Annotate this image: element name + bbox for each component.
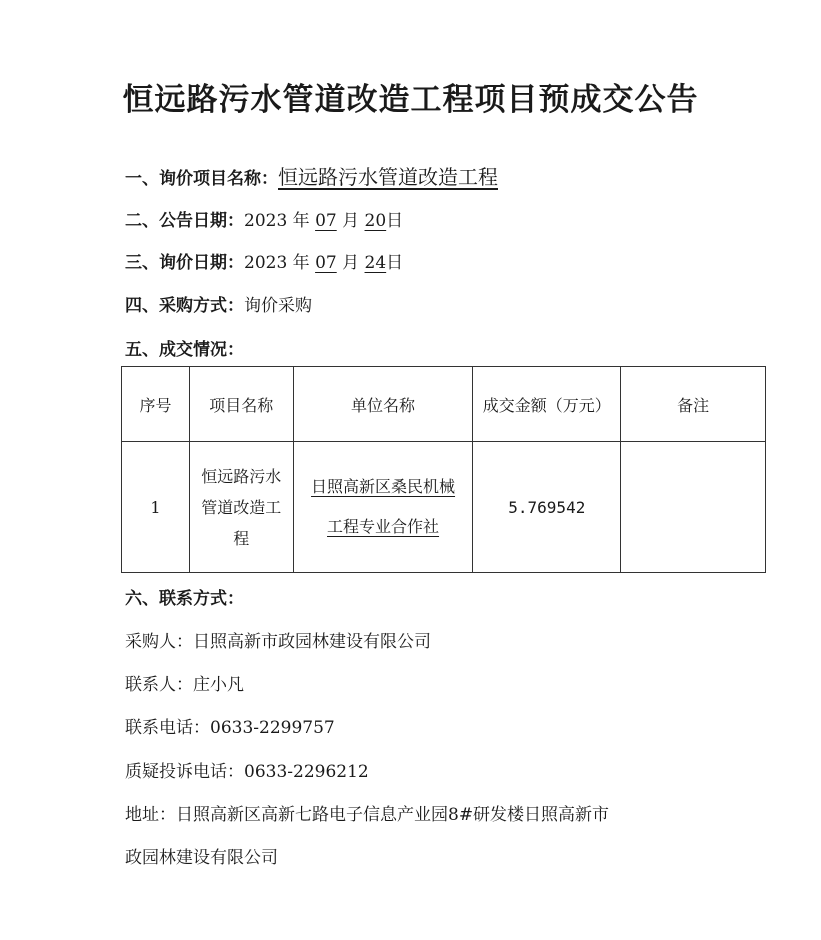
inquiry-date-line [125, 248, 403, 273]
page-title: 恒远路污水管道改造工程项目预成交公告 [122, 82, 699, 118]
procurement-method-value: 询价采购 [244, 296, 312, 316]
month-char: 月 [342, 253, 360, 273]
announce-year: 2023 [244, 211, 288, 231]
announce-date-label: 二、公告日期： [125, 211, 244, 231]
buyer-line: 采购人：日照高新市政园林建设有限公司 [125, 632, 431, 652]
header-unit: 单位名称 [293, 367, 473, 442]
cell-note [621, 442, 766, 573]
day-char: 日 [386, 253, 404, 273]
inquiry-day: 24 [364, 253, 387, 273]
result-table [121, 366, 766, 573]
procurement-method-label: 四、采购方式： [125, 296, 244, 316]
contact-person-line: 联系人：庄小凡 [125, 675, 244, 695]
announce-day: 20 [364, 211, 387, 231]
cell-project-line: 管道改造工 [201, 497, 282, 517]
announce-date-line [125, 206, 403, 231]
table-header-row [122, 367, 766, 442]
cell-unit-line: 日照高新区桑民机械 [311, 477, 456, 496]
result-heading [125, 335, 244, 360]
day-char: 日 [386, 211, 404, 231]
table-row [122, 442, 766, 573]
cell-amount: 5.769542 [473, 442, 621, 573]
inquiry-month: 07 [315, 253, 337, 273]
year-char: 年 [292, 253, 310, 273]
complaint-phone-line: 质疑投诉电话：0633-2296212 [125, 762, 369, 782]
announce-month: 07 [315, 211, 337, 231]
cell-project-line: 程 [233, 528, 250, 548]
result-heading-label: 五、成交情况： [125, 340, 244, 360]
cell-project-line: 恒远路污水 [201, 466, 282, 486]
inquiry-year: 2023 [244, 253, 288, 273]
procurement-method-line [125, 291, 312, 316]
year-char: 年 [292, 211, 310, 231]
project-name-value: 恒远路污水管道改造工程 [278, 165, 498, 189]
inquiry-date-label: 三、询价日期： [125, 253, 244, 273]
header-project: 项目名称 [189, 367, 293, 442]
cell-project [189, 442, 293, 573]
project-name-label: 一、询价项目名称： [125, 169, 278, 189]
header-no: 序号 [122, 367, 190, 442]
contact-heading [125, 584, 244, 609]
cell-unit [293, 442, 473, 573]
contact-phone-line: 联系电话：0633-2299757 [125, 718, 335, 738]
address-line-2: 政园林建设有限公司 [125, 848, 278, 868]
header-note: 备注 [621, 367, 766, 442]
project-name-line [125, 161, 498, 190]
contact-heading-label: 六、联系方式： [125, 589, 244, 609]
cell-unit-line: 工程专业合作社 [327, 517, 440, 536]
month-char: 月 [342, 211, 360, 231]
header-amount: 成交金额（万元） [473, 367, 621, 442]
cell-no: 1 [122, 442, 190, 573]
address-line: 地址：日照高新区高新七路电子信息产业园8#研发楼日照高新市 [125, 805, 610, 825]
